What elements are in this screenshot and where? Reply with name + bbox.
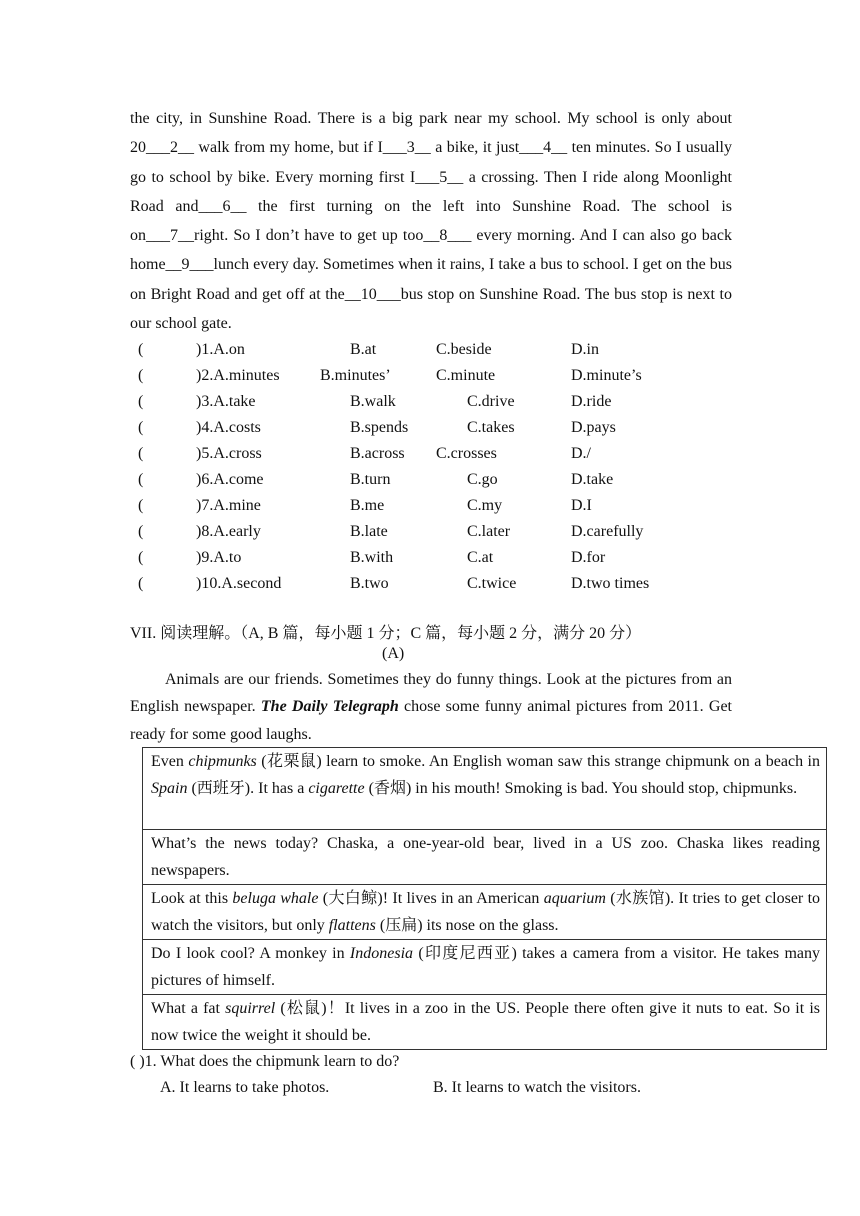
option-a: )10.A.second <box>196 575 282 592</box>
option-row-4 <box>130 419 750 445</box>
option-a: )5.A.cross <box>196 445 262 462</box>
option-d: D./ <box>571 445 591 462</box>
option-d: D.ride <box>571 393 612 410</box>
option-c: C.twice <box>467 575 517 592</box>
option-a: )6.A.come <box>196 471 264 488</box>
option-row-7 <box>130 497 750 523</box>
option-a: )3.A.take <box>196 393 256 410</box>
option-c: C.at <box>467 549 494 566</box>
table-row <box>143 830 827 885</box>
intro-text: chose some funny animal pictures from 2011. Get ready for some good laughs. <box>130 698 733 743</box>
option-row-1 <box>130 341 750 367</box>
answer-paren: ( <box>138 419 144 436</box>
intro-text: Animals are our friends. Sometimes they do funny things. Look at the pictures from an English newspaper. <box>130 671 732 716</box>
table-row <box>143 748 827 830</box>
table-row <box>143 885 827 940</box>
answer-paren: ( <box>138 393 144 410</box>
option-c: C.later <box>467 523 511 540</box>
option-d: D.minute’s <box>571 367 642 384</box>
option-row-8 <box>130 523 750 549</box>
answer-paren: ( <box>138 471 144 488</box>
option-b: B.with <box>350 549 394 566</box>
question-1: ( )1. What does the chipmunk learn to do? <box>130 1053 400 1070</box>
option-b: B.across <box>350 445 405 462</box>
table-row <box>143 940 827 995</box>
option-a: )1.A.on <box>196 341 245 358</box>
option-d: D.two times <box>571 575 650 592</box>
option-c: C.takes <box>467 419 515 436</box>
option-b: B.late <box>350 523 388 540</box>
option-row-6 <box>130 471 750 497</box>
table-cell-chipmunk: Even chipmunks (花栗鼠) learn to smoke. An English woman saw this strange chipmunk on a beach in Spain (西班牙). It has a cigarette (香烟) in his mouth! Smoking is bad. You should stop, chipmunks. <box>143 748 827 830</box>
question-1-option-b: B. It learns to watch the visitors. <box>433 1079 641 1096</box>
option-c: C.drive <box>467 393 515 410</box>
answer-paren: ( <box>138 575 144 592</box>
option-d: D.for <box>571 549 606 566</box>
option-a: )8.A.early <box>196 523 261 540</box>
table-cell-squirrel: What a fat squirrel (松鼠)！It lives in a zoo in the US. People there often give it nuts to eat. So it is now twice the weight it should be. <box>143 995 827 1050</box>
table-cell-monkey: Do I look cool? A monkey in Indonesia (印度尼西亚) takes a camera from a visitor. He takes many pictures of himself. <box>143 940 827 995</box>
option-d: D.I <box>571 497 592 514</box>
answer-paren: ( <box>138 523 144 540</box>
option-row-3 <box>130 393 750 419</box>
option-c: C.minute <box>436 367 496 384</box>
option-c: C.beside <box>436 341 492 358</box>
option-row-9 <box>130 549 750 575</box>
option-b: B.walk <box>350 393 396 410</box>
cloze-passage: the city, in Sunshine Road. There is a big park near my school. My school is only about 20___2__ walk from my home, but if I___3__ a bike, it just___4__ ten minutes. So I usually go to school by bike. Every morning first I___5__ a crossing. Then I ride along Moonlight Road and___6__ the first turning on the left into Sunshine Road. The school is on___7__right. So I don’t have to get up too__8___ every morning. And I can also go back home__9___lunch every day. Sometimes when it rains, I take a bus to school. I get on the bus on Bright Road and get off at the__10___bus stop on Sunshine Road. The bus stop is next to our school gate. <box>130 110 732 333</box>
answer-paren: ( <box>138 341 144 358</box>
option-b: B.me <box>350 497 385 514</box>
option-a: )9.A.to <box>196 549 242 566</box>
question-1-option-a: A. It learns to take photos. <box>160 1079 330 1096</box>
newspaper-title: The Daily Telegraph <box>260 698 399 716</box>
option-b: B.minutes’ <box>320 367 391 384</box>
option-b: B.spends <box>350 419 409 436</box>
option-row-10 <box>130 575 750 601</box>
option-d: D.carefully <box>571 523 644 540</box>
option-row-5 <box>130 445 750 471</box>
option-row-2 <box>130 367 750 393</box>
table-row <box>143 995 827 1050</box>
option-a: )4.A.costs <box>196 419 261 436</box>
answer-paren: ( <box>138 497 144 514</box>
option-d: D.take <box>571 471 614 488</box>
option-c: C.go <box>467 471 498 488</box>
animal-pictures-table <box>142 747 827 1050</box>
option-c: C.my <box>467 497 503 514</box>
option-a: )2.A.minutes <box>196 367 280 384</box>
answer-paren: ( <box>138 445 144 462</box>
part-label: (A) <box>382 645 405 662</box>
section-heading: VII. 阅读理解。（A, B 篇，每小题 1 分；C 篇，每小题 2 分，满分 20 分） <box>130 625 642 642</box>
option-c: C.crosses <box>436 445 497 462</box>
reading-intro <box>130 666 732 748</box>
option-a: )7.A.mine <box>196 497 261 514</box>
option-b: B.two <box>350 575 389 592</box>
answer-paren: ( <box>138 367 144 384</box>
answer-paren: ( <box>138 549 144 566</box>
option-b: B.turn <box>350 471 391 488</box>
option-b: B.at <box>350 341 377 358</box>
table-cell-whale: Look at this beluga whale (大白鲸)! It lives in an American aquarium (水族馆). It tries to get closer to watch the visitors, but only flattens (压扁) its nose on the glass. <box>143 885 827 940</box>
table-cell-bear: What’s the news today? Chaska, a one-year-old bear, lived in a US zoo. Chaska likes reading newspapers. <box>143 830 827 885</box>
option-d: D.in <box>571 341 599 358</box>
option-d: D.pays <box>571 419 616 436</box>
